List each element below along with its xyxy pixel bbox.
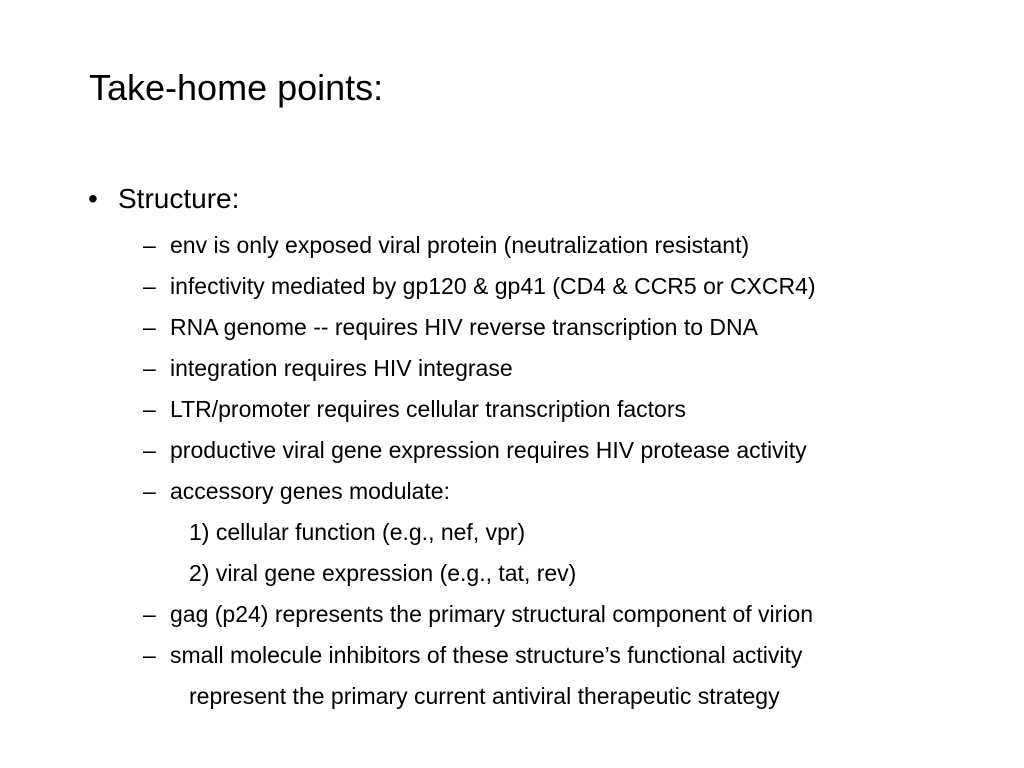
bullet-label: Structure: [118, 183, 240, 214]
dash-marker: – [143, 478, 156, 504]
bullet-marker: • [88, 183, 98, 214]
sub-bullet-list [143, 225, 816, 717]
sub-bullet-item [143, 389, 816, 430]
dash-marker: – [143, 273, 156, 299]
sub-bullet-item [143, 307, 816, 348]
dash-marker: – [143, 232, 156, 258]
sub-bullet-continuation [143, 676, 816, 717]
bullet-structure [88, 180, 239, 218]
sub-bullet-text: accessory genes modulate: [170, 478, 450, 504]
sub-bullet-item [143, 471, 816, 512]
sub-bullet-text: 1) cellular function (e.g., nef, vpr) [189, 519, 526, 545]
slide-title: Take-home points: [89, 67, 384, 108]
sub-bullet-item [143, 225, 816, 266]
dash-marker: – [143, 314, 156, 340]
sub-bullet-text: gag (p24) represents the primary structural component of virion [170, 601, 814, 627]
sub-bullet-item [143, 266, 816, 307]
sub-bullet-text: infectivity mediated by gp120 & gp41 (CD4 & CCR5 or CXCR4) [170, 273, 816, 299]
sub-bullet-item [143, 594, 816, 635]
sub-bullet-text: RNA genome -- requires HIV reverse transcription to DNA [170, 314, 758, 340]
sub-bullet-item [143, 635, 816, 676]
sub-bullet-text: 2) viral gene expression (e.g., tat, rev) [189, 560, 577, 586]
sub-bullet-item [143, 430, 816, 471]
sub-bullet-text: represent the primary current antiviral therapeutic strategy [189, 683, 780, 709]
dash-marker: – [143, 396, 156, 422]
sub-bullet-text: integration requires HIV integrase [170, 355, 513, 381]
dash-marker: – [143, 601, 156, 627]
sub-bullet-item [143, 348, 816, 389]
dash-marker: – [143, 437, 156, 463]
sub-bullet-text: productive viral gene expression requires HIV protease activity [170, 437, 807, 463]
sub-bullet-text: small molecule inhibitors of these structure’s functional activity [170, 642, 803, 668]
sub-bullet-text: env is only exposed viral protein (neutralization resistant) [170, 232, 750, 258]
sub-bullet-continuation [143, 512, 816, 553]
sub-bullet-text: LTR/promoter requires cellular transcription factors [170, 396, 686, 422]
dash-marker: – [143, 355, 156, 381]
sub-bullet-continuation [143, 553, 816, 594]
dash-marker: – [143, 642, 156, 668]
